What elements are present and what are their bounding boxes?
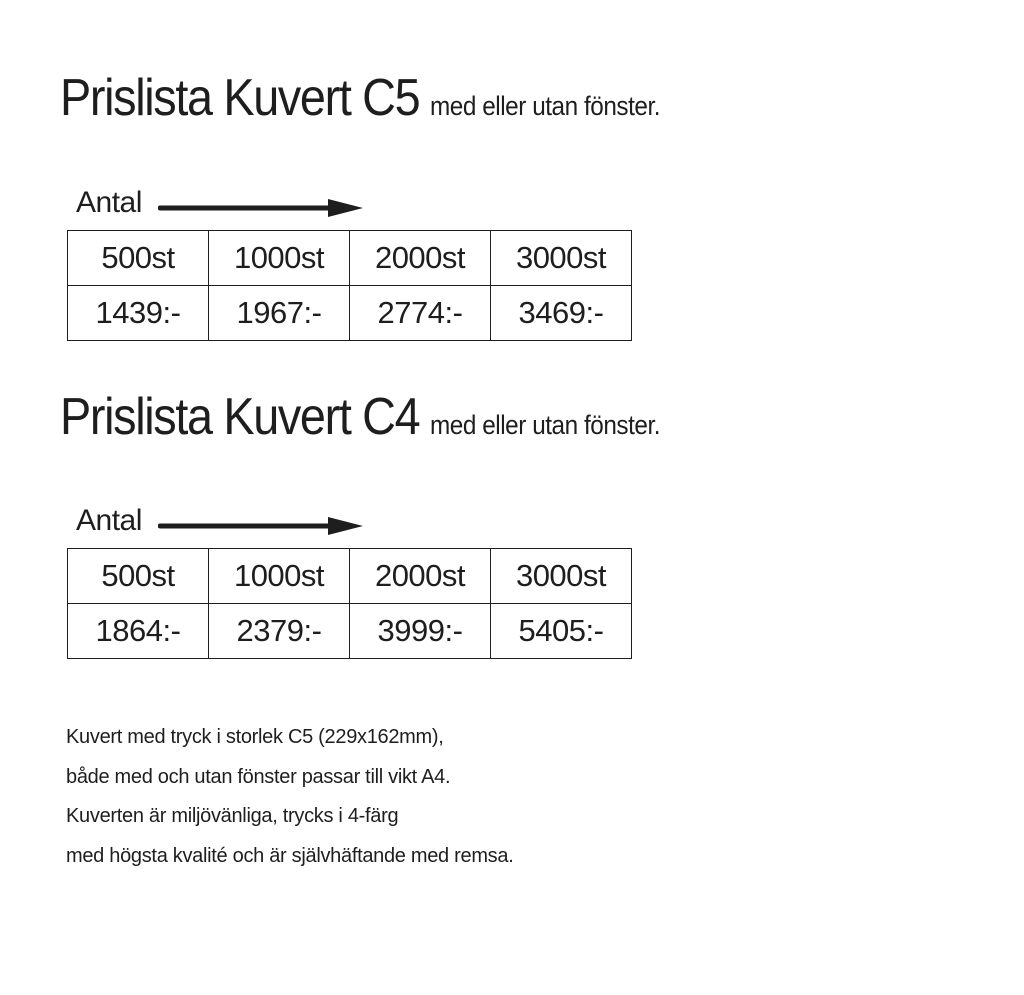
- c5-subtitle: med eller utan fönster.: [429, 91, 660, 121]
- c4-price-table: [67, 548, 632, 659]
- c5-price-cell: 3469:-: [491, 286, 632, 341]
- c5-price-row: [68, 286, 632, 341]
- c4-price-row: [68, 604, 632, 659]
- c5-price-cell: 1439:-: [68, 286, 209, 341]
- c4-heading: [60, 387, 685, 447]
- c4-quantity-cell: 1000st: [209, 549, 350, 604]
- description-line: med högsta kvalité och är självhäftande med remsa.: [66, 844, 514, 867]
- c5-quantity-row: [68, 231, 632, 286]
- c4-price-cell: 5405:-: [491, 604, 632, 659]
- c5-price-cell: 2774:-: [350, 286, 491, 341]
- description-line: Kuverten är miljövänliga, trycks i 4-färg: [66, 805, 399, 827]
- c4-quantity-cell: 3000st: [491, 549, 632, 604]
- c5-price-cell: 1967:-: [209, 286, 350, 341]
- c5-quantity-cell: 500st: [68, 231, 209, 286]
- c4-subtitle: med eller utan fönster.: [429, 410, 660, 440]
- c4-quantity-cell: 2000st: [350, 549, 491, 604]
- c5-antal-label: Antal: [76, 186, 142, 219]
- c4-price-cell: 3999:-: [350, 604, 491, 659]
- c5-title: Prislista Kuvert C5: [60, 69, 420, 127]
- c4-arrow-right-icon: [158, 516, 368, 536]
- c4-price-cell: 1864:-: [68, 604, 209, 659]
- c4-price-cell: 2379:-: [209, 604, 350, 659]
- c5-quantity-cell: 2000st: [350, 231, 491, 286]
- c5-quantity-cell: 1000st: [209, 231, 350, 286]
- description-line: både med och utan fönster passar till vikt A4.: [66, 765, 451, 788]
- c5-quantity-cell: 3000st: [491, 231, 632, 286]
- c4-quantity-row: [68, 549, 632, 604]
- c5-heading: [60, 68, 685, 128]
- description: [66, 718, 513, 876]
- c5-arrow-right-icon: [158, 198, 368, 218]
- c5-price-table: [67, 230, 632, 341]
- c4-title: Prislista Kuvert C4: [60, 388, 420, 446]
- description-line: Kuvert med tryck i storlek C5 (229x162mm),: [66, 726, 444, 748]
- c4-quantity-cell: 500st: [68, 549, 209, 604]
- c4-antal-label: Antal: [76, 504, 142, 537]
